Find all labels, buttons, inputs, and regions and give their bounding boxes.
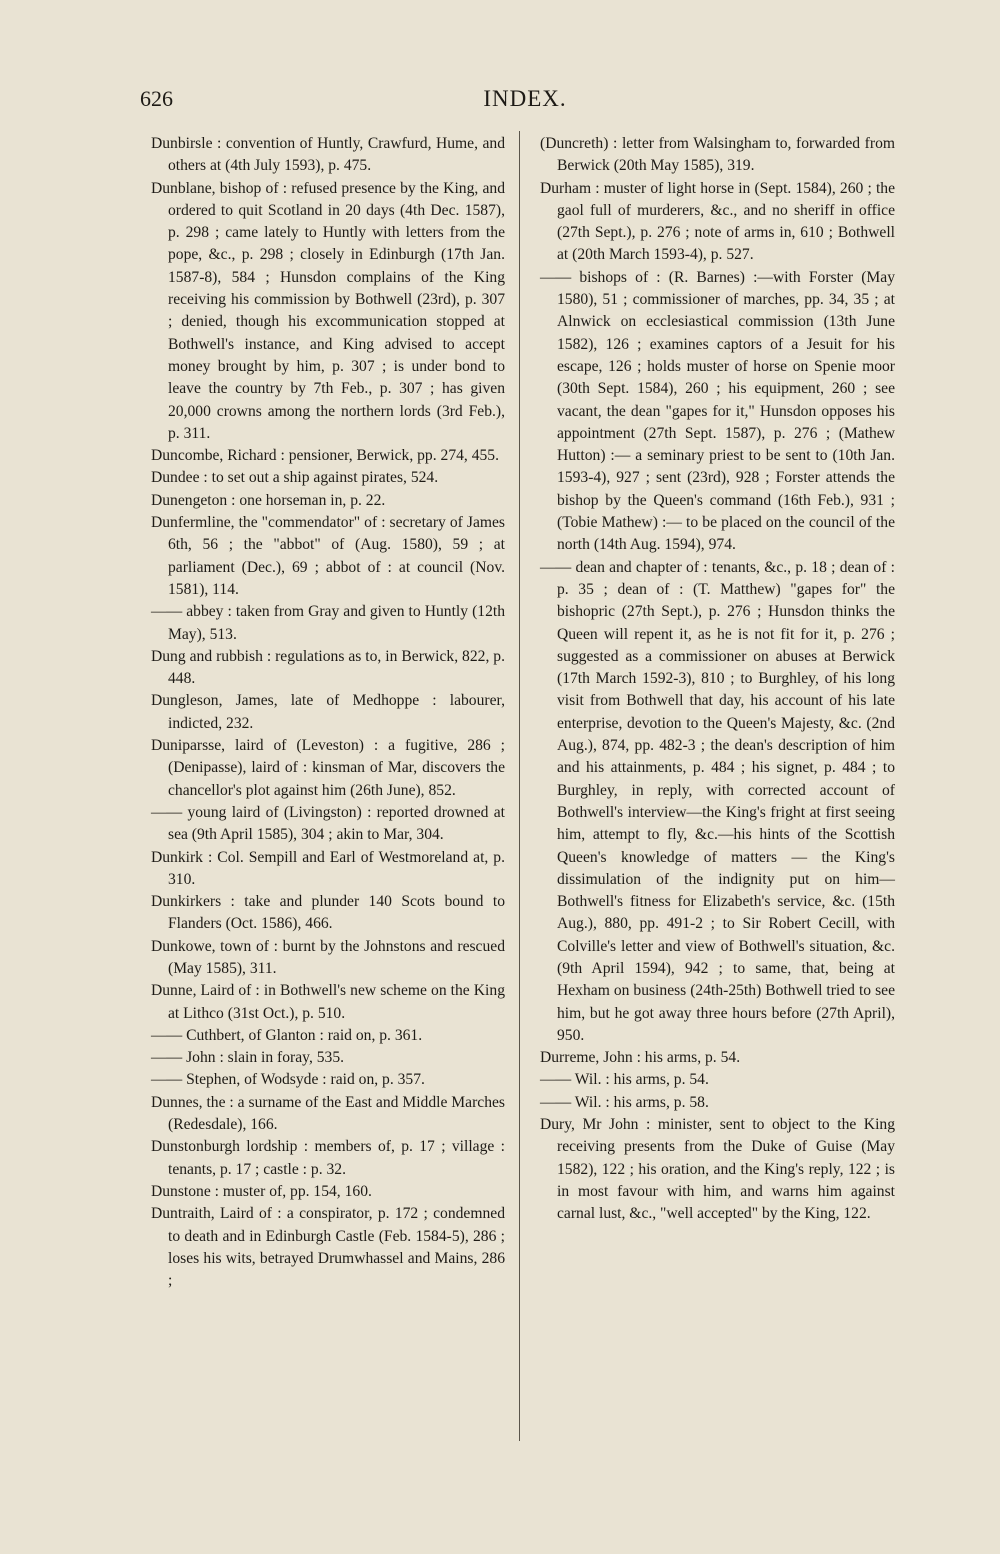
page-header — [140, 86, 910, 116]
index-entry: Dunstone : muster of, pp. 154, 160. — [151, 1182, 372, 1200]
index-entry: Dunengeton : one horseman in, p. 22. — [151, 491, 386, 509]
index-entry: Dunfermline, the "commendator" of : secretary of James 6th, 56 ; the "abbot" of (Aug. 1580), 59 ; at parliament (Dec.), 69 ; abbot of : at council (Nov. 1581), 114. — [151, 514, 505, 598]
index-entry: Dunkowe, town of : burnt by the Johnstons and rescued (May 1585), 311. — [151, 937, 505, 977]
index-entry: Duncombe, Richard : pensioner, Berwick, pp. 274, 455. — [151, 447, 499, 465]
index-entry: Dundee : to set out a ship against pirates, 524. — [151, 469, 439, 487]
index-entry: Dunkirk : Col. Sempill and Earl of Westmoreland at, p. 310. — [151, 848, 505, 888]
page-number: 626 — [140, 86, 173, 111]
index-entry: Dunkirkers : take and plunder 140 Scots bound to Flanders (Oct. 1586), 466. — [151, 893, 505, 933]
index-entry: —— abbey : taken from Gray and given to Huntly (12th May), 513. — [151, 603, 505, 643]
index-entry: Dunne, Laird of : in Bothwell's new scheme on the King at Lithco (31st Oct.), p. 510. — [151, 982, 505, 1022]
index-entry: Dunstonburgh lordship : members of, p. 17 ; village : tenants, p. 17 ; castle : p. 32. — [151, 1138, 505, 1178]
index-entry: —— Cuthbert, of Glanton : raid on, p. 361. — [151, 1026, 423, 1044]
index-entry: Dung and rubbish : regulations as to, in Berwick, 822, p. 448. — [151, 647, 505, 688]
left-column — [151, 133, 505, 1292]
column-divider — [519, 131, 520, 1441]
index-entry: —— dean and chapter of : tenants, &c., p. 18 ; dean of : p. 35 ; dean of : (T. Matthew) "gapes for" the bishopric (27th Sept.), p. 276 ; Hunsdon thinks the Queen will repent it, as he is not fit for it, p. 276 ; suggested as a commissioner on abuses at Berwick (17th March 1592-3), 810 ; to Burghley, of his long visit from Bothwell that day, his account of his late enterprise, devotion to the Queen's Majesty, &c. (2nd Aug.), 874, pp. 482-3 ; the dean's description of him and his attainments, p. 484 ; his signet, p. 484 ; to Burghley, in reply, with corrected account of Bothwell's interview—the King's fright at first seeing him, attempt to fly, &c.—his hints of the Scottish Queen's knowledge of matters — the King's dissimulation of the indignity put on him— Bothwell's fitness for Elizabeth's service, &c. (15th Aug.), 880, pp. 491-2 ; to Sir Robert Cecill, with Colville's letter and view of Bothwell's situation, &c. (9th April 1594), 942 ; to same, that, being at Hexham on business (24th-25th) Bothwell tried to see him, but he got away three hours before (27th April), 950. — [540, 558, 895, 1044]
index-entry: (Duncreth) : letter from Walsingham to, forwarded from Berwick (20th May 1585), 319. — [540, 135, 895, 175]
page-title: INDEX. — [483, 86, 567, 111]
index-entry: Duniparsse, laird of (Leveston) : a fugitive, 286 ; (Denipasse), laird of : kinsman of Mar, discovers the chancellor's plot against him (26th June), 852. — [151, 737, 505, 799]
index-entry: —— Stephen, of Wodsyde : raid on, p. 357. — [151, 1071, 425, 1089]
index-entry: —— Wil. : his arms, p. 58. — [540, 1093, 709, 1111]
right-column — [540, 133, 895, 1226]
index-entry: Durreme, John : his arms, p. 54. — [540, 1049, 741, 1067]
index-entry: Dury, Mr John : minister, sent to object to the King receiving presents from the Duke of Guise (May 1582), 122 ; his oration, and the King's reply, 122 ; is in most favour with him, and warns him against carnal lust, &c., "well accepted" by the King, 122. — [540, 1116, 895, 1223]
index-entry: Dungleson, James, late of Medhoppe : labourer, indicted, 232. — [151, 692, 505, 732]
index-entry: Durham : muster of light horse in (Sept. 1584), 260 ; the gaol full of murderers, &c., and no sheriff in office (27th Sept.), p. 276 ; note of arms in, 610 ; Bothwell at (20th March 1593-4), p. 527. — [540, 179, 895, 264]
index-entry: Dunbirsle : convention of Huntly, Crawfurd, Hume, and others at (4th July 1593), p. 475. — [151, 135, 505, 175]
index-entry: Duntraith, Laird of : a conspirator, p. 172 ; condemned to death and in Edinburgh Castle (Feb. 1584-5), 286 ; loses his wits, betrayed Drumwhassel and Mains, 286 ; — [151, 1205, 505, 1290]
index-entry: —— bishops of : (R. Barnes) :—with Forster (May 1580), 51 ; commissioner of marches, pp. 34, 35 ; at Alnwick on ecclesiastical commission (13th June 1582), 126 ; examines captors of a Jesuit for his escape, 126 ; holds muster of horse on Spenie moor (30th Sept. 1584), 260 ; his equipment, 260 ; see vacant, the dean "gapes for it," Hunsdon opposes his appointment (27th Sept. 1587), p. 276 ; (Mathew Hutton) :— a seminary priest to be sent to (10th Jan. 1593-4), 927 ; sent (23rd), 928 ; Forster attends the bishop by the Queen's command (16th Feb.), 931 ; (Tobie Mathew) :— to be placed on the council of the north (14th Aug. 1594), 974. — [540, 268, 895, 554]
index-entry: Dunblane, bishop of : refused presence by the King, and ordered to quit Scotland in 20 days (4th Dec. 1587), p. 298 ; came lately to Huntly with letters from the pope, &c., p. 298 ; closely in Edinburgh (17th Jan. 1587-8), 584 ; Hunsdon complains of the King receiving his commission by Bothwell (23rd), p. 307 ; denied, though his excommunication stopped at Bothwell's instance, and King advised to accept money brought by him, p. 307 ; is under bond to leave the country by 7th Feb., p. 307 ; has given 20,000 crowns among the northern lords (3rd Feb.), p. 311. — [151, 179, 505, 442]
index-entry: —— Wil. : his arms, p. 54. — [540, 1071, 709, 1089]
index-entry: Dunnes, the : a surname of the East and Middle Marches (Redesdale), 166. — [151, 1093, 505, 1134]
index-entry: —— young laird of (Livingston) : reported drowned at sea (9th April 1585), 304 ; akin to Mar, 304. — [151, 803, 505, 844]
index-entry: —— John : slain in foray, 535. — [151, 1049, 345, 1067]
